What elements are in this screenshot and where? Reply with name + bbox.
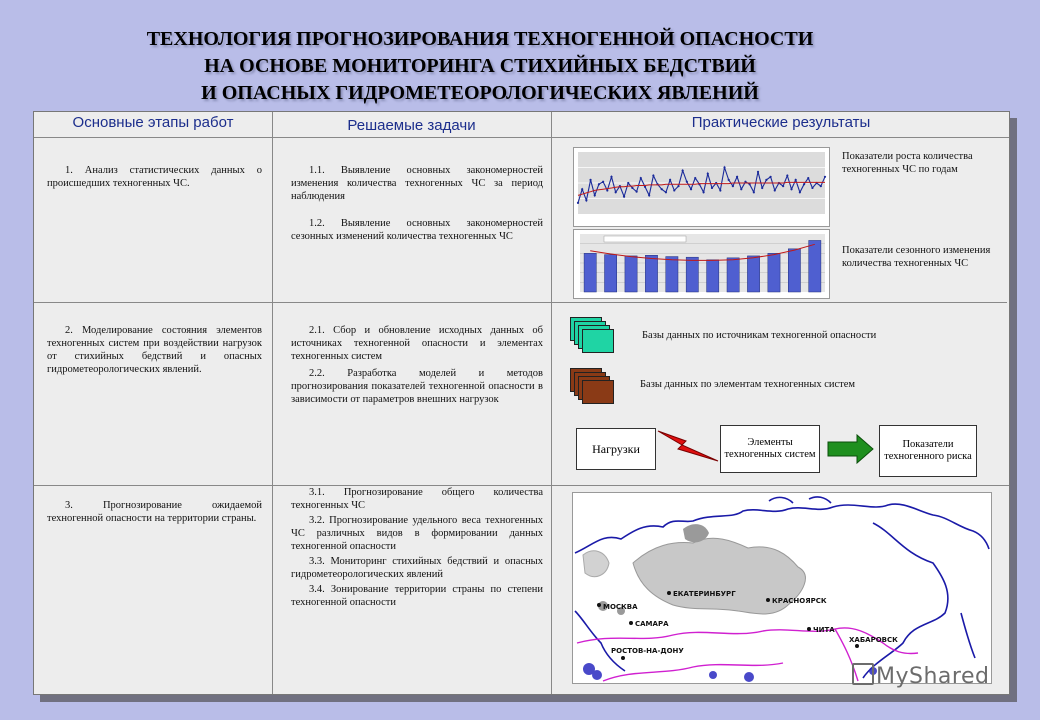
bar-month-7 bbox=[707, 260, 719, 292]
loads-box: Нагрузки bbox=[576, 428, 656, 470]
task-2-2: 2.2. Разработка моделей и методов прогнозирования показателей техногенной опасности в зависимости от параметров внешних нагрузок bbox=[291, 368, 543, 405]
city-label-krasnoyarsk: КРАСНОЯРСК bbox=[772, 597, 827, 605]
task-3-1: 3.1. Прогнозирование общего количества техногенных ЧС bbox=[291, 487, 543, 511]
bar-month-10 bbox=[768, 253, 780, 292]
data-point bbox=[690, 188, 692, 190]
russia-hazard-map bbox=[572, 492, 992, 684]
green-arrow-icon bbox=[827, 434, 875, 464]
data-point bbox=[598, 183, 600, 185]
data-point bbox=[769, 176, 771, 178]
city-label-moscow: МОСКВА bbox=[603, 603, 638, 611]
data-point bbox=[757, 171, 759, 173]
bar-month-1 bbox=[584, 253, 596, 292]
data-point bbox=[665, 191, 667, 193]
bar-month-9 bbox=[747, 256, 759, 292]
task-1-1: 1.1. Выявление основных закономерностей изменения количества техногенных ЧС за период наблюдения bbox=[291, 165, 543, 202]
header-stages: Основные этапы работ bbox=[72, 114, 234, 131]
data-point bbox=[677, 185, 679, 187]
row-divider-1 bbox=[34, 302, 1007, 303]
data-point bbox=[594, 194, 596, 196]
data-point bbox=[615, 191, 617, 193]
data-point bbox=[589, 179, 591, 181]
bar-chart-svg bbox=[574, 230, 829, 298]
stage-3: 3. Прогнозирование ожидаемой техногенной опасности на территории страны. bbox=[47, 500, 262, 524]
data-point bbox=[702, 191, 704, 193]
bar-month-11 bbox=[788, 249, 800, 292]
data-point bbox=[723, 166, 725, 168]
data-point bbox=[694, 177, 696, 179]
bar-month-5 bbox=[666, 257, 678, 292]
watermark: MyShared bbox=[852, 663, 989, 689]
data-point bbox=[623, 196, 625, 198]
page-title bbox=[0, 26, 960, 107]
data-point bbox=[669, 179, 671, 181]
data-point bbox=[761, 187, 763, 189]
header-tasks: Решаемые задачи bbox=[347, 117, 476, 134]
chart-legend bbox=[604, 236, 686, 242]
task-3-4: 3.4. Зонирование территории страны по степени техногенной опасности bbox=[291, 584, 543, 608]
data-point bbox=[728, 179, 730, 181]
data-point bbox=[652, 174, 654, 176]
data-point bbox=[636, 191, 638, 193]
city-label-chita: ЧИТА bbox=[813, 626, 835, 634]
data-point bbox=[811, 187, 813, 189]
city-label-samara: САМАРА bbox=[635, 620, 669, 628]
data-point bbox=[786, 174, 788, 176]
data-point bbox=[640, 177, 642, 179]
note-yearly-growth: Показатели роста количества техногенных ЧС по годам bbox=[842, 151, 973, 175]
data-point bbox=[719, 189, 721, 191]
bar-month-4 bbox=[645, 255, 657, 292]
bar-month-8 bbox=[727, 258, 739, 292]
data-point bbox=[732, 185, 734, 187]
data-point bbox=[585, 199, 587, 201]
db-sources-label: Базы данных по источникам техногенной опасности bbox=[642, 330, 877, 341]
data-point bbox=[673, 189, 675, 191]
bar-month-12 bbox=[809, 240, 821, 292]
city-label-ekaterinburg: ЕКАТЕРИНБУРГ bbox=[673, 590, 736, 598]
tasks-2 bbox=[291, 324, 543, 410]
title-line-1: ТЕХНОЛОГИЯ ПРОГНОЗИРОВАНИЯ ТЕХНОГЕННОЙ ОПАСНОСТИ bbox=[146, 28, 814, 50]
yearly-growth-chart bbox=[573, 147, 830, 227]
seasonal-chart bbox=[573, 229, 830, 299]
title-line-2: НА ОСНОВЕ МОНИТОРИНГА СТИХИЙНЫХ БЕДСТВИЙ bbox=[204, 55, 756, 77]
data-point bbox=[606, 189, 608, 191]
column-divider-1 bbox=[272, 112, 273, 694]
data-point bbox=[790, 188, 792, 190]
data-point bbox=[774, 189, 776, 191]
data-point bbox=[631, 187, 633, 189]
data-point bbox=[707, 173, 709, 175]
stage-2: 2. Моделирование состояния элементов техногенных систем при воздействии нагрузок от стихийных бедствий и опасных гидрометеорологических явлений. bbox=[47, 325, 262, 375]
city-label-khabarovsk: ХАБАРОВСК bbox=[849, 636, 898, 644]
data-point bbox=[824, 176, 826, 178]
data-point bbox=[820, 185, 822, 187]
data-point bbox=[736, 176, 738, 178]
data-point bbox=[765, 179, 767, 181]
data-point bbox=[577, 202, 579, 204]
data-point bbox=[648, 194, 650, 196]
task-3-2: 3.2. Прогнозирование удельного веса техногенных ЧС различных видов в формировании данных техногенной опасности bbox=[291, 515, 543, 552]
bar-month-3 bbox=[625, 256, 637, 292]
data-point bbox=[602, 181, 604, 183]
data-point bbox=[682, 170, 684, 172]
city-label-rostov: РОСТОВ-НА-ДОНУ bbox=[611, 647, 684, 655]
note-seasonal: Показатели сезонного изменения количества техногенных ЧС bbox=[842, 245, 991, 269]
db-elements-label: Базы данных по элементам техногенных систем bbox=[640, 379, 856, 390]
data-point bbox=[610, 176, 612, 178]
data-point bbox=[799, 191, 801, 193]
data-point bbox=[803, 183, 805, 185]
hazard-spots bbox=[583, 663, 877, 682]
header-divider bbox=[34, 137, 1009, 138]
stage-1: 1. Анализ статистических данных о происшедших техногенных ЧС. bbox=[47, 165, 262, 189]
risk-box: Показатели техногенного риска bbox=[879, 425, 977, 477]
tasks-1 bbox=[291, 164, 543, 247]
bar-month-2 bbox=[605, 255, 617, 292]
methodology-table bbox=[33, 111, 1010, 695]
data-point bbox=[581, 188, 583, 190]
data-point bbox=[711, 187, 713, 189]
data-point bbox=[661, 188, 663, 190]
bar-month-6 bbox=[686, 257, 698, 292]
task-3-3: 3.3. Мониторинг стихийных бедствий и опасных гидрометеорологических явлений bbox=[291, 556, 543, 580]
lightning-icon bbox=[656, 427, 720, 465]
data-point bbox=[795, 179, 797, 181]
line-chart-svg bbox=[574, 148, 829, 226]
title-line-3: И ОПАСНЫХ ГИДРОМЕТЕОРОЛОГИЧЕСКИХ ЯВЛЕНИЙ bbox=[201, 82, 759, 104]
data-point bbox=[740, 188, 742, 190]
data-point bbox=[627, 182, 629, 184]
task-1-2: 1.2. Выявление основных закономерностей сезонных изменений количества техногенных ЧС bbox=[291, 218, 543, 242]
data-point bbox=[782, 185, 784, 187]
watermark-logo-icon bbox=[852, 663, 874, 685]
column-divider-2 bbox=[551, 112, 552, 694]
data-point bbox=[753, 191, 755, 193]
data-point bbox=[686, 181, 688, 183]
elements-box: Элементы техногенных систем bbox=[720, 425, 820, 473]
task-2-1: 2.1. Сбор и обновление исходных данных об источниках техногенной опасности и элементах техногенных систем bbox=[291, 325, 543, 362]
header-results: Практические результаты bbox=[691, 114, 871, 131]
tasks-3 bbox=[291, 486, 543, 613]
data-point bbox=[807, 177, 809, 179]
